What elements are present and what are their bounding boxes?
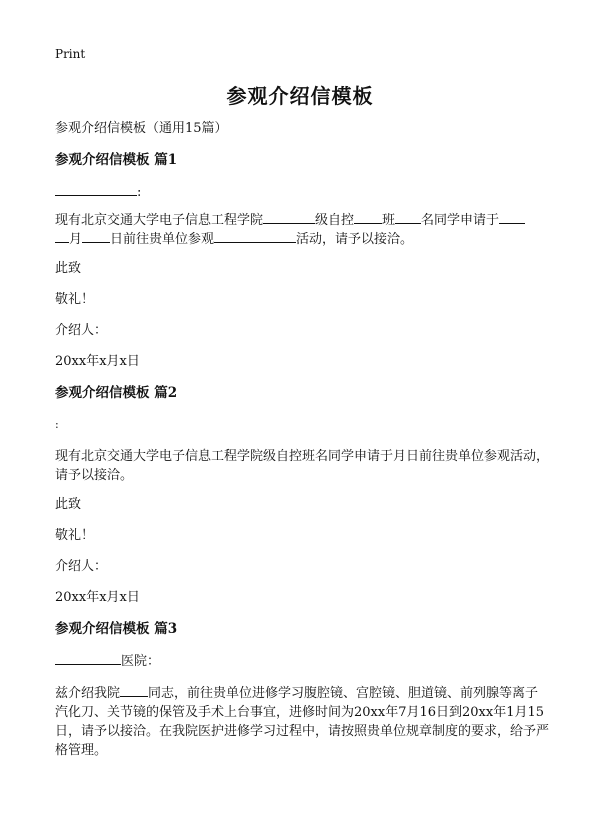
activity-blank: [214, 229, 296, 243]
section-1-addressee: [55, 182, 141, 202]
section-1-cizhi: 此致: [55, 261, 82, 276]
section-1-body-line-2: [55, 229, 413, 249]
body-text: 兹介绍我院: [55, 686, 121, 701]
section-2-introducer: 介绍人：: [55, 559, 108, 574]
section-2-jingli: 敬礼！: [55, 528, 95, 543]
section-1-heading: 参观介绍信模板 篇1: [55, 152, 178, 168]
section-1-date: 20xx年x月x日: [55, 354, 140, 369]
section-2-addressee: :: [55, 418, 59, 431]
month-blank: [55, 229, 69, 243]
section-3-body: [55, 683, 550, 760]
day-blank: [82, 229, 110, 243]
count-blank: [395, 210, 421, 224]
section-1-body-line-1: [55, 210, 525, 230]
section-2-heading: 参观介绍信模板 篇2: [55, 385, 178, 401]
section-2-date: 20xx年x月x日: [55, 590, 140, 605]
body-text: 名同学申请于: [421, 213, 500, 228]
year-blank: [499, 210, 525, 224]
body-text: 级自控: [315, 213, 355, 228]
hospital-label: 医院：: [121, 654, 161, 669]
print-label: Print: [55, 47, 86, 61]
body-text: 班: [382, 213, 396, 228]
name-blank: [120, 683, 148, 697]
addressee-blank: [55, 182, 137, 196]
body-text: 现有北京交通大学电子信息工程学院: [55, 213, 264, 228]
body-text: 同志，前往贵单位进修学习腹腔镜、宫腔镜、胆道镜、前列腺等离子汽化刀、关节镜的保管及手术上台事宜，进修时间为20xx年7月16日到20xx年1月15日，请予以接洽。在我院医护进修学习过程中，请按照贵单位规章制度的要求，给予严格管理。: [55, 686, 550, 758]
section-3-hospital: [55, 651, 160, 671]
addressee-colon: :: [137, 185, 142, 200]
section-1-jingli: 敬礼！: [55, 292, 95, 307]
section-2-body: 现有北京交通大学电子信息工程学院级自控班名同学申请于月日前往贵单位参观活动，请予以接洽。: [55, 449, 550, 483]
body-text: 日前往贵单位参观: [110, 232, 215, 247]
section-2-cizhi: 此致: [55, 497, 82, 512]
document-subtitle: 参观介绍信模板（通用15篇）: [55, 121, 228, 136]
grade-blank: [263, 210, 315, 224]
class-blank: [354, 210, 382, 224]
hospital-blank: [55, 651, 121, 665]
document-title: 参观介绍信模板: [226, 84, 374, 108]
section-3-heading: 参观介绍信模板 篇3: [55, 621, 178, 637]
section-1-introducer: 介绍人：: [55, 323, 108, 338]
body-text: 月: [69, 232, 83, 247]
body-text: 活动，请予以接洽。: [296, 232, 414, 247]
